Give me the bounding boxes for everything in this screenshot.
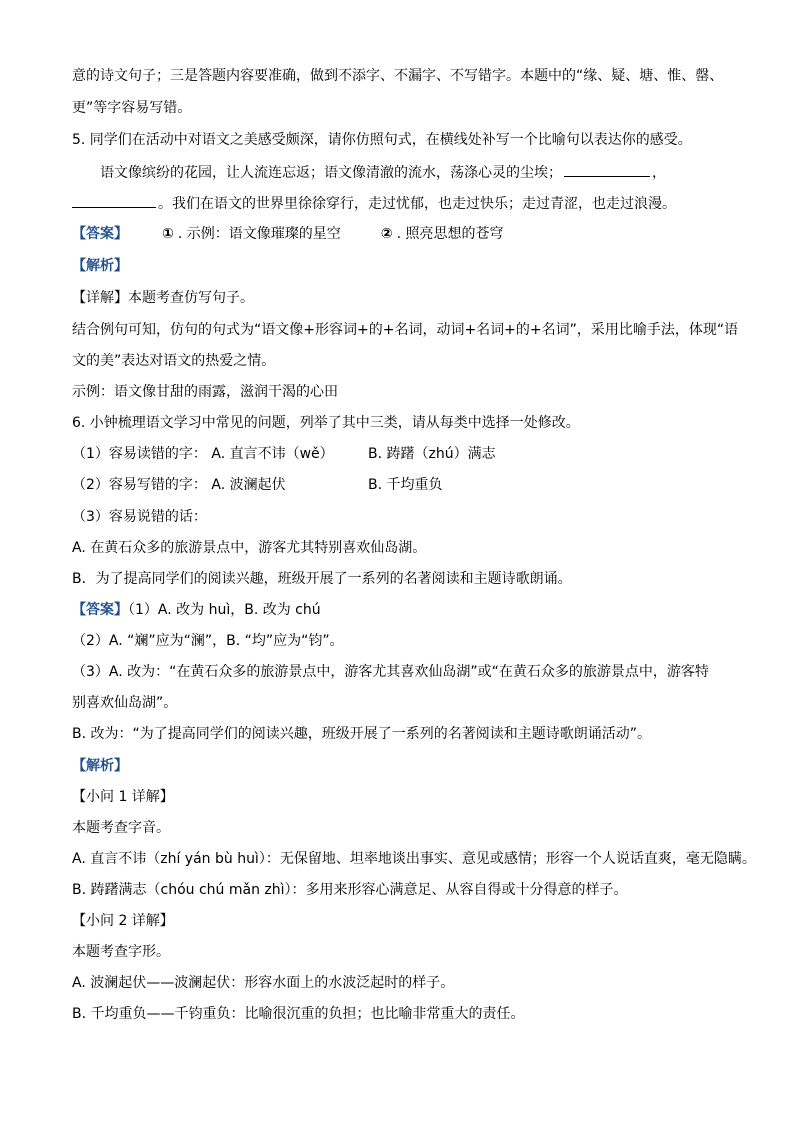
answer-1: . 示例：语文像璀璨的星空: [177, 226, 341, 242]
answer-q6-1: （1）A. 改为 huì，B. 改为 chú: [128, 602, 321, 618]
option-3b: B．为了提高同学们的阅读兴趣，班级开展了一系列的名著阅读和主题诗歌朗诵。: [72, 571, 572, 587]
answer-blank-1: [564, 162, 650, 177]
answer-q6-3a: （3）A. 改为：“在黄石众多的旅游景点中，游客尤其喜欢仙岛湖”或“在黄石众多的旅游景点中，游客特: [72, 664, 709, 680]
option-1a: （1）容易读错的字： A. 直言不讳（wě）: [72, 446, 334, 462]
text-line: 更”等字容易写错。: [72, 100, 192, 116]
text-line: B. 踌躇满志（chóu chú mǎn zhì）：多用来形容心满意足、从容自得或十分得意的样子。: [72, 882, 628, 898]
answer-marker-1: ①: [162, 226, 174, 242]
answer-blank-2: [72, 193, 156, 208]
answer-q6-3b: 别喜欢仙岛湖”。: [72, 695, 178, 711]
question-5-body: 语文像缤纷的花园，让人流连忘返；语文像清澈的流水，荡涤心灵的尘埃； ，: [100, 162, 760, 183]
answer-q6-3c: B. 改为：“为了提高同学们的阅读兴趣，班级开展了一系列的名著阅读和主题诗歌朗诵活动”。: [72, 726, 652, 742]
text-line: 本题考查字形。: [72, 944, 170, 960]
sub-question-2-header: 【小问 2 详解】: [72, 913, 174, 929]
question-6-item-3: （3）容易说错的话：: [72, 509, 207, 525]
detail-line: 【详解】本题考查仿写句子。: [72, 290, 254, 306]
example-line: 示例：语文像甘甜的雨露，滋润干渴的心田: [72, 384, 338, 400]
option-3a: A. 在黄石众多的旅游景点中，游客尤其特别喜欢仙岛湖。: [72, 540, 427, 556]
option-2a: （2）容易写错的字： A. 波澜起伏: [72, 477, 286, 493]
analysis-tag-2: 【解析】: [72, 758, 128, 774]
answer-q6-2: （2）A. “斓”应为“澜”，B. “均”应为“钧”。: [72, 633, 344, 649]
question-5: 5. 同学们在活动中对语文之美感受颇深，请你仿照句式，在横线处补写一个比喻句以表达你的感受。: [72, 132, 692, 148]
answer-line-q5: [72, 224, 732, 244]
answer-tag: 【答案】: [72, 602, 128, 618]
sub-question-1-header: 【小问 1 详解】: [72, 789, 174, 805]
option-2b: B. 千均重负: [368, 477, 443, 493]
question-6-item-2: [72, 475, 732, 495]
answer-2: . 照亮思想的苍穹: [396, 226, 504, 242]
answer-marker-2: ②: [380, 226, 393, 242]
text-line: 意的诗文句子；三是答题内容要准确，做到不添字、不漏字、不写错字。本题中的“缘、疑、塘、惟、罄、: [72, 68, 724, 84]
text-line: A. 直言不讳（zhí yán bù huì）：无保留地、坦率地谈出事实、意见或感情；形容一个人说话直爽，毫无隐瞒。: [72, 851, 756, 867]
question-5-body-text-end: 。我们在语文的世界里徐徐穿行，走过忧郁，也走过快乐；走过青涩，也走过浪漫。: [158, 196, 676, 212]
text-line: 结合例句可知，仿句的句式为“语文像+形容词+的+名词，动词+名词+的+名词”，采用比喻手法，体现“语: [72, 322, 739, 338]
text-line: A. 波澜起伏——波澜起伏：形容水面上的水波泛起时的样子。: [72, 975, 455, 991]
analysis-tag: 【解析】: [72, 258, 128, 274]
question-5-body-cont: [72, 193, 732, 214]
option-1b: B. 踌躇（zhú）满志: [368, 446, 496, 462]
question-6-item-1: [72, 444, 732, 464]
text-line: B. 千均重负——千钧重负：比喻很沉重的负担；也比喻非常重大的责任。: [72, 1006, 525, 1022]
answer-line-q6-1: [72, 600, 732, 620]
answer-tag: 【答案】: [72, 226, 128, 242]
question-5-body-text: 语文像缤纷的花园，让人流连忘返；语文像清澈的流水，荡涤心灵的尘埃；: [100, 165, 562, 181]
question-6: 6. 小钟梳理语文学习中常见的问题，列举了其中三类，请从每类中选择一处修改。: [72, 415, 580, 431]
text-line: 文的美”表达对语文的热爱之情。: [72, 353, 276, 369]
text-line: 本题考查字音。: [72, 820, 170, 836]
